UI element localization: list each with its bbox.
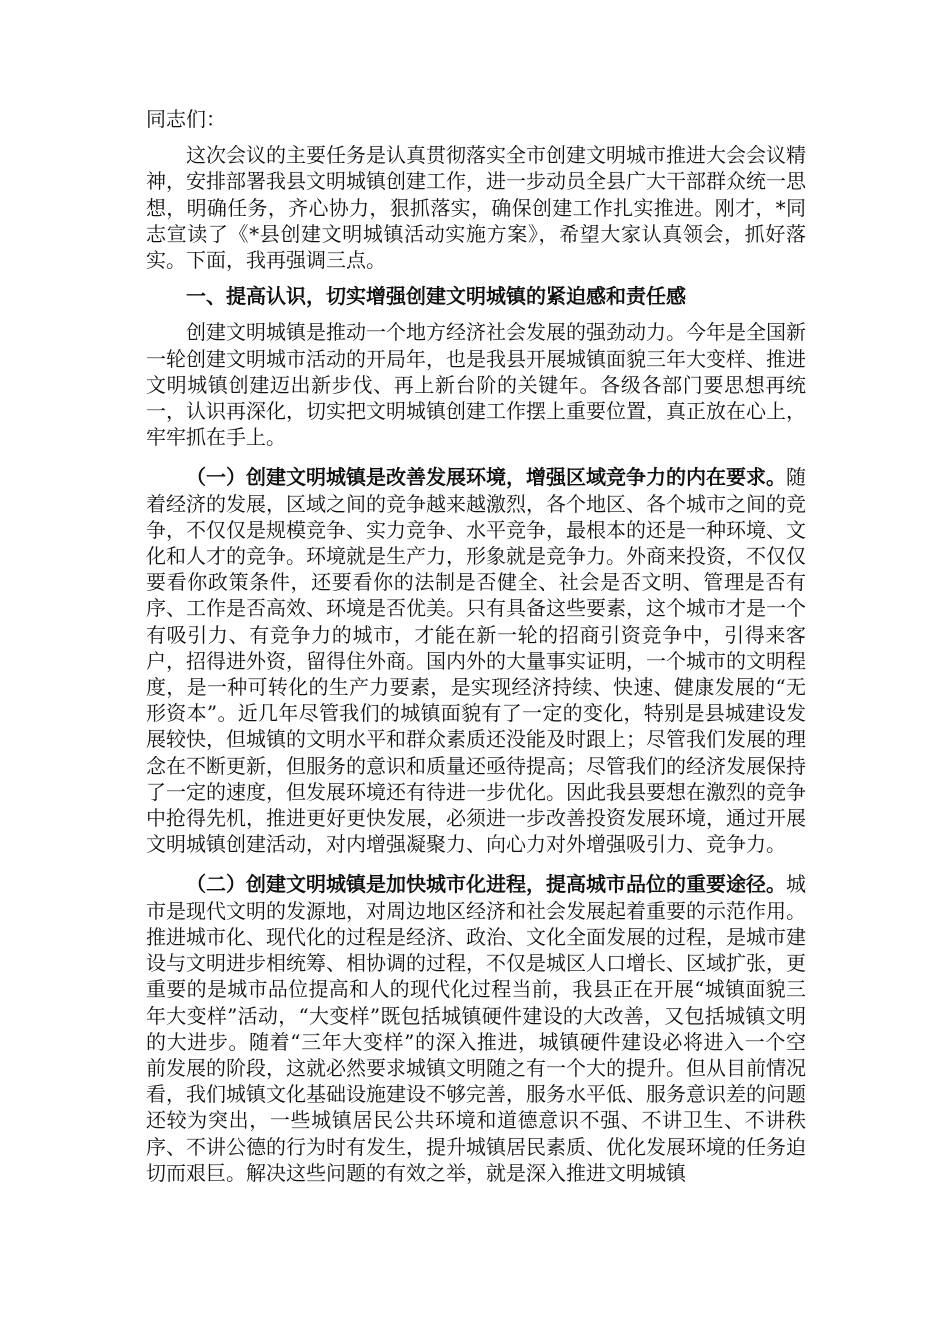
point-1-body: 随着经济的发展，区域之间的竞争越来越激烈，各个地区、各个城市之间的竞争，不仅仅是规模竞争、实力竞争、水平竞争，最根本的还是一种环境、文化和人才的竞争。环境就是生产力，形象就是竞争力。外商来投资，不仅仅要看你政策条件，还要看你的法制是否健全、社会是否文明、管理是否有序、工作是否高效、环境是否优美。只有具备这些要素，这个城市才是一个有吸引力、有竞争力的城市，才能在新一轮的招商引资竞争中，引得来客户，招得进外资，留得住外商。国内外的大量事实证明，一个城市的文明程度，是一种可转化的生产力要素，是实现经济持续、快速、健康发展的“无形资本”。近几年尽管我们的城镇面貌有了一定的变化，特别是县城建设发展较快，但城镇的文明水平和群众素质还没能及时跟上；尽管我们发展的理念在不断更新，但服务的意识和质量还亟待提高；尽管我们的经济发展保持了一定的速度，但发展环境还有待进一步优化。因此我县要想在激烈的竞争中抢得先机，推进更好更快发展，必须进一步改善投资发展环境，通过开展文明城镇创建活动，对内增强凝聚力、向心力对外增强吸引力、竞争力。	[146, 465, 806, 857]
point-2-paragraph	[146, 871, 806, 1185]
point-1-title: （一）创建文明城镇是改善发展环境，增强区域竞争力的内在要求。	[186, 465, 786, 490]
section-heading: 一、提高认识，切实增强创建文明城镇的紧迫感和责任感	[186, 284, 686, 309]
salutation: 同志们：	[146, 107, 226, 131]
point-2-title: （二）创建文明城镇是加快城市化进程，提高城市品位的重要途径。	[186, 872, 786, 897]
document-page	[146, 106, 806, 1196]
point-2-body: 城市是现代文明的发源地，对周边地区经济和社会发展起着重要的示范作用。推进城市化、现代化的过程是经济、政治、文化全面发展的过程，是城市建设与文明进步相统筹、相协调的过程，不仅是城区人口增长、区域扩张，更重要的是城市品位提高和人的现代化过程当前，我县正在开展“城镇面貌三年大变样”活动，“大变样”既包括城镇硬件建设的大改善，又包括城镇文明的大进步。随着“三年大变样”的深入推进，城镇硬件建设必将进入一个空前发展的阶段，这就必然要求城镇文明随之有一个大的提升。但从目前情况看，我们城镇文化基础设施建设不够完善，服务水平低、服务意识差的问题还较为突出，一些城镇居民公共环境和道德意识不强、不讲卫生、不讲秩序、不讲公德的行为时有发生，提升城镇居民素质、优化发展环境的任务迫切而艰巨。解决这些问题的有效之举，就是深入推进文明城镇	[146, 872, 806, 1185]
intro-paragraph: 这次会议的主要任务是认真贯彻落实全市创建文明城市推进大会会议精神，安排部署我县文明城镇创建工作，进一步动员全县广大干部群众统一思想，明确任务，齐心协力，狠抓落实，确保创建工作扎实推进。刚才，*同志宣读了《*县创建文明城镇活动实施方案》，希望大家认真领会，抓好落实。下面，我再强调三点。	[146, 143, 806, 273]
section-intro-paragraph: 创建文明城镇是推动一个地方经济社会发展的强劲动力。今年是全国新一轮创建文明城市活动的开局年，也是我县开展城镇面貌三年大变样、推进文明城镇创建迈出新步伐、再上新台阶的关键年。各级各部门要思想再统一，认识再深化，切实把文明城镇创建工作摆上重要位置，真正放在心上，牢牢抓在手上。	[146, 320, 806, 450]
point-1-paragraph	[146, 464, 806, 857]
